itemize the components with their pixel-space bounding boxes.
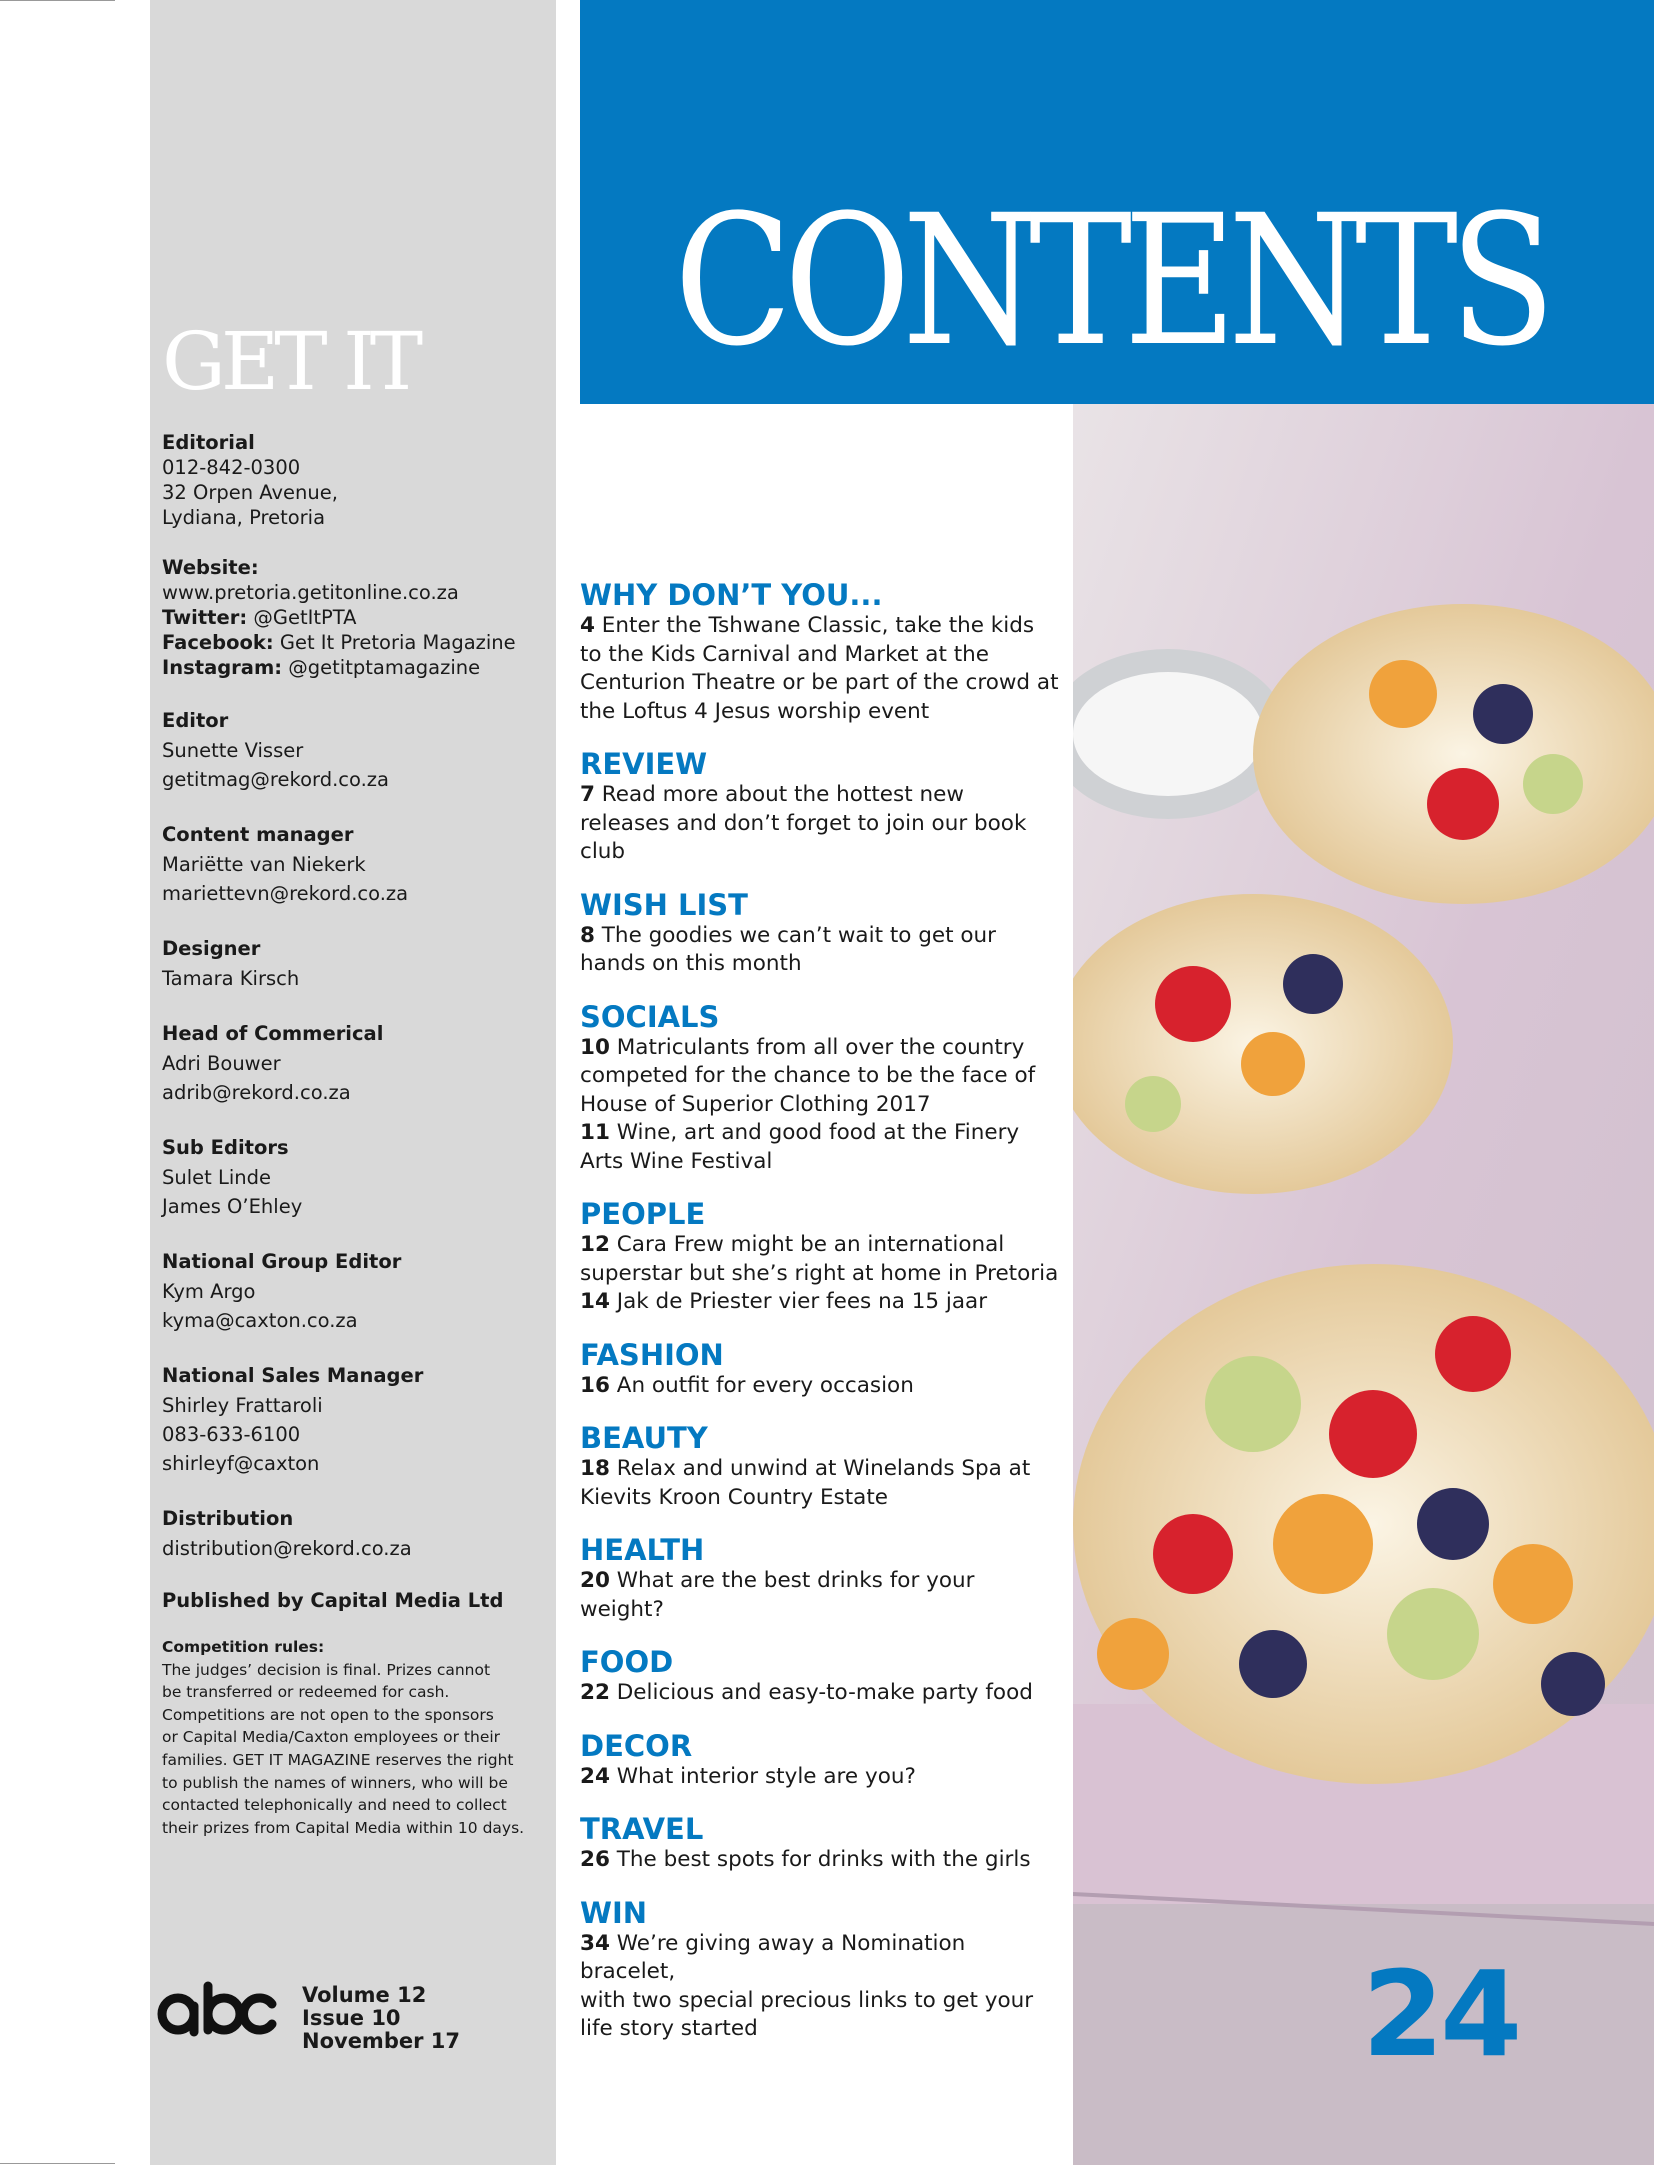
contents-section — [580, 1421, 1060, 1512]
contents-entry-line — [580, 1846, 1060, 1875]
entry-text: with two special precious links to get your — [580, 1987, 1034, 2013]
contents-list — [580, 578, 1060, 2065]
competition-rules-line: families. GET IT MAGAZINE reserves the right — [162, 1750, 514, 1769]
staff-detail: Kym Argo — [162, 1280, 256, 1303]
staff-role: Editor — [162, 709, 229, 732]
contents-section — [580, 747, 1060, 867]
crop-mark-bottom — [0, 2163, 115, 2164]
competition-rules-line: contacted telephonically and need to collect — [162, 1796, 507, 1815]
competition-rules-line: to publish the names of winners, who will be — [162, 1773, 508, 1792]
staff-block — [162, 705, 547, 794]
entry-text: releases and don’t forget to join our book — [580, 810, 1027, 836]
contents-section — [580, 1812, 1060, 1875]
contents-entry-line — [580, 1091, 1060, 1120]
staff-detail: Shirley Frattaroli — [162, 1394, 323, 1417]
publisher-line: Published by Capital Media Ltd — [162, 1589, 504, 1612]
competition-rules-heading: Competition rules: — [162, 1638, 325, 1656]
staff-block — [162, 1360, 547, 1478]
staff-role: Head of Commerical — [162, 1022, 384, 1045]
entry-page-number: 18 — [580, 1456, 610, 1481]
social-link-row — [162, 605, 547, 630]
entry-text: What are the best drinks for your weight? — [580, 1568, 975, 1622]
competition-rules-text — [162, 1659, 552, 1840]
section-title: WIN — [580, 1895, 648, 1930]
social-link-value: www.pretoria.getitonline.co.za — [162, 581, 459, 604]
entry-page-number: 8 — [580, 922, 595, 948]
contents-entry-line — [580, 612, 1060, 641]
entry-text: Centurion Theatre or be part of the crowd at — [580, 670, 1059, 695]
contents-entry-line — [580, 1930, 1060, 1987]
staff-block — [162, 1018, 547, 1107]
staff-block — [162, 1246, 547, 1335]
staff-role: Designer — [162, 937, 261, 960]
staff-detail: Mariëtte van Niekerk — [162, 853, 366, 876]
competition-rules-line: their prizes from Capital Media within 10 days. — [162, 1818, 525, 1837]
masthead-details — [162, 430, 547, 1613]
staff-detail: shirleyf@caxton — [162, 1452, 320, 1475]
entry-page-number: 4 — [580, 613, 595, 638]
entry-text: Kievits Kroon Country Estate — [580, 1484, 888, 1510]
entry-text: Relax and unwind at Winelands Spa at — [609, 1456, 1031, 1481]
contents-entry-line — [580, 1679, 1060, 1708]
contents-entry-line — [580, 1119, 1060, 1148]
staff-role: Sub Editors — [162, 1136, 289, 1159]
contents-entry-line — [580, 1484, 1060, 1513]
staff-role: Distribution — [162, 1507, 294, 1530]
entry-text: The best spots for drinks with the girls — [609, 1847, 1031, 1872]
abc-logo — [150, 1950, 280, 2050]
contents-section — [580, 1000, 1060, 1177]
issue-date: November 17 — [302, 2029, 460, 2053]
section-title: PEOPLE — [580, 1197, 706, 1231]
contents-entry-line — [580, 669, 1060, 698]
contents-entry-line — [580, 1288, 1060, 1317]
staff-detail: Sulet Linde — [162, 1166, 272, 1189]
editorial-address-1: 32 Orpen Avenue, — [162, 481, 338, 504]
contents-entry-line — [580, 838, 1060, 867]
social-link-label: Facebook: — [162, 631, 274, 654]
crop-mark-top — [0, 0, 115, 1]
staff-list — [162, 705, 547, 1563]
contents-entry-line — [580, 950, 1060, 979]
contents-entry-line — [580, 1148, 1060, 1177]
entry-text: superstar but she’s right at home in Pretoria — [580, 1260, 1059, 1286]
entry-text: to the Kids Carnival and Market at the — [580, 641, 989, 667]
staff-role: National Sales Manager — [162, 1364, 424, 1387]
staff-block — [162, 819, 547, 908]
social-link-value: Get It Pretoria Magazine — [273, 631, 516, 654]
entry-text: We’re giving away a Nomination bracelet, — [580, 1930, 966, 1984]
entry-text: Delicious and easy-to-make party food — [609, 1680, 1033, 1705]
editorial-address-2: Lydiana, Pretoria — [162, 506, 326, 529]
entry-text: Enter the Tshwane Classic, take the kids — [594, 613, 1035, 638]
entry-page-number: 24 — [580, 1763, 610, 1789]
contents-section — [580, 1896, 1060, 2044]
entry-page-number: 11 — [580, 1120, 610, 1145]
social-link-value: @GetItPTA — [247, 606, 357, 629]
entry-text: Read more about the hottest new — [594, 782, 964, 807]
page-title: CONTENTS — [674, 177, 1548, 386]
staff-detail: mariettevn@rekord.co.za — [162, 882, 409, 905]
issue-info — [302, 1984, 460, 2053]
section-title: BEAUTY — [580, 1421, 708, 1455]
contents-section — [580, 1645, 1060, 1708]
staff-detail: adrib@rekord.co.za — [162, 1081, 351, 1104]
entry-text: Wine, art and good food at the Finery — [609, 1120, 1020, 1145]
section-title: FOOD — [580, 1645, 674, 1679]
contents-entry-line — [580, 1987, 1060, 2016]
staff-role: Content manager — [162, 823, 354, 846]
staff-detail: 083-633-6100 — [162, 1423, 301, 1446]
staff-detail: James O’Ehley — [162, 1195, 303, 1218]
staff-detail: distribution@rekord.co.za — [162, 1537, 412, 1560]
entry-page-number: 22 — [580, 1680, 610, 1705]
entry-text: Matriculants from all over the country — [609, 1034, 1025, 1060]
entry-text: Cara Frew might be an international — [609, 1232, 1005, 1257]
staff-detail: Adri Bouwer — [162, 1052, 281, 1075]
brand-logo-text: GET IT — [162, 315, 419, 408]
staff-block — [162, 933, 547, 993]
contents-section — [580, 1197, 1060, 1317]
social-link-label: Instagram: — [162, 656, 283, 679]
section-title: DECOR — [580, 1728, 693, 1763]
entry-page-number: 7 — [580, 782, 595, 807]
section-title: WHY DON’T YOU... — [580, 578, 883, 612]
contents-entry-line — [580, 922, 1060, 951]
staff-block — [162, 1132, 547, 1221]
social-link-value: @getitptamagazine — [282, 656, 481, 679]
entry-text: competed for the chance to be the face of — [580, 1063, 1036, 1088]
contents-entry-line — [580, 1372, 1060, 1401]
page-number: 24 — [1362, 1945, 1519, 2083]
contents-entry-line — [580, 1763, 1060, 1792]
section-title: TRAVEL — [580, 1812, 704, 1846]
social-links — [162, 555, 547, 680]
entry-text: life story started — [580, 2016, 758, 2041]
contents-entry-line — [580, 810, 1060, 839]
contents-entry-line — [580, 1062, 1060, 1091]
issue-number: Issue 10 — [302, 2006, 401, 2030]
fruit-tart-photo — [1073, 404, 1654, 2165]
entry-page-number: 34 — [580, 1930, 610, 1956]
section-title: WISH LIST — [580, 887, 748, 922]
entry-page-number: 12 — [580, 1232, 610, 1257]
contents-entry-line — [580, 781, 1060, 810]
entry-text: Arts Wine Festival — [580, 1148, 773, 1174]
entry-text: The goodies we can’t wait to get our — [594, 922, 997, 948]
social-link-row — [162, 555, 547, 605]
entry-text: club — [580, 839, 626, 864]
social-link-label: Website: — [162, 556, 259, 579]
entry-page-number: 10 — [580, 1034, 610, 1060]
contents-section — [580, 1338, 1060, 1401]
editorial-block — [162, 430, 547, 530]
entry-text: Jak de Priester vier fees na 15 jaar — [609, 1289, 988, 1314]
contents-entry-line — [580, 698, 1060, 727]
social-link-row — [162, 630, 547, 655]
competition-rules — [162, 1636, 552, 1839]
section-title: HEALTH — [580, 1533, 705, 1567]
entry-page-number: 20 — [580, 1568, 610, 1593]
entry-page-number: 14 — [580, 1289, 610, 1314]
section-title: REVIEW — [580, 747, 708, 781]
contents-entry-line — [580, 1231, 1060, 1260]
staff-detail: kyma@caxton.co.za — [162, 1309, 358, 1332]
contents-entry-line — [580, 1567, 1060, 1624]
competition-rules-line: Competitions are not open to the sponsors — [162, 1705, 494, 1724]
contents-entry-line — [580, 641, 1060, 670]
staff-detail: Tamara Kirsch — [162, 967, 300, 990]
social-link-label: Twitter: — [162, 606, 248, 629]
entry-text: What interior style are you? — [609, 1763, 916, 1789]
masthead-sidebar — [150, 0, 556, 2165]
contents-section — [580, 888, 1060, 979]
editorial-heading: Editorial — [162, 431, 255, 454]
contents-entry-line — [580, 1034, 1060, 1063]
entry-page-number: 26 — [580, 1847, 610, 1872]
contents-entry-line — [580, 2015, 1060, 2044]
section-title: FASHION — [580, 1337, 724, 1372]
entry-text: An outfit for every occasion — [609, 1372, 914, 1398]
editorial-phone: 012-842-0300 — [162, 456, 301, 479]
contents-entry-line — [580, 1455, 1060, 1484]
contents-section — [580, 1533, 1060, 1624]
contents-section — [580, 578, 1060, 726]
staff-detail: getitmag@rekord.co.za — [162, 768, 389, 791]
entry-text: hands on this month — [580, 951, 802, 976]
entry-text: House of Superior Clothing 2017 — [580, 1091, 931, 1117]
competition-rules-line: or Capital Media/Caxton employees or their — [162, 1728, 501, 1747]
entry-text: the Loftus 4 Jesus worship event — [580, 698, 930, 724]
staff-block — [162, 1503, 547, 1563]
contents-section — [580, 1729, 1060, 1792]
contents-header — [580, 0, 1654, 404]
issue-volume: Volume 12 — [302, 1983, 427, 2007]
social-link-row — [162, 655, 547, 680]
staff-role: National Group Editor — [162, 1250, 402, 1273]
competition-rules-line: be transferred or redeemed for cash. — [162, 1683, 450, 1702]
contents-entry-line — [580, 1260, 1060, 1289]
staff-detail: Sunette Visser — [162, 739, 304, 762]
entry-page-number: 16 — [580, 1372, 610, 1398]
section-title: SOCIALS — [580, 999, 720, 1034]
competition-rules-line: The judges’ decision is final. Prizes cannot — [162, 1660, 491, 1679]
